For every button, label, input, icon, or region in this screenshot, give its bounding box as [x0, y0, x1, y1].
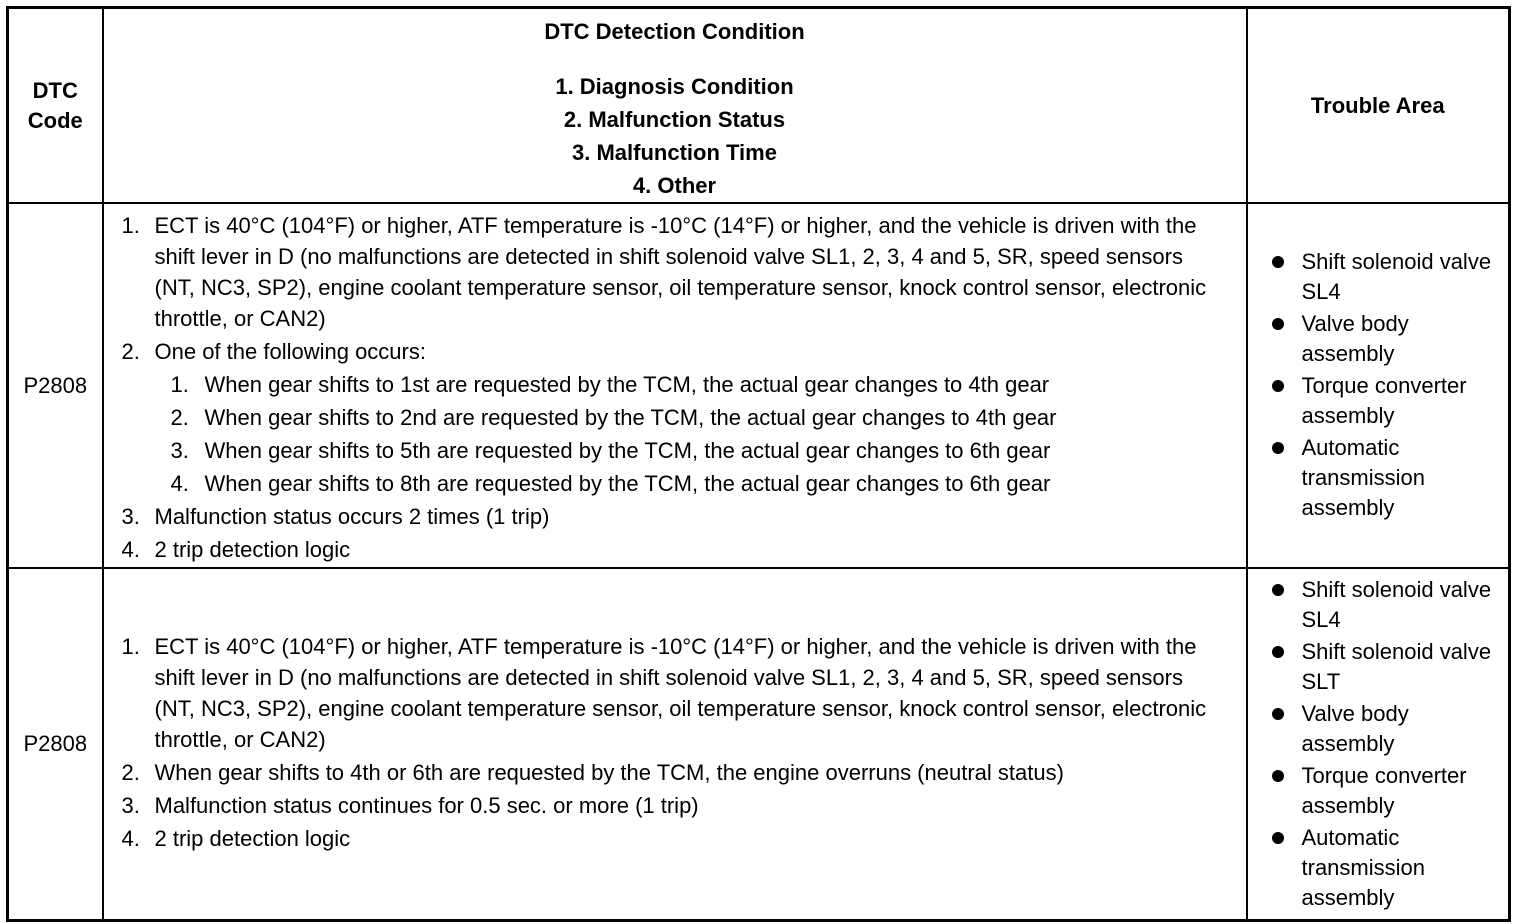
header-dtc-code — [8, 8, 103, 204]
trouble-area-text: Automatic transmission assembly — [1301, 825, 1425, 910]
trouble-area-text: Shift solenoid valve SL4 — [1301, 248, 1492, 304]
condition-step — [122, 757, 1226, 788]
step-number: 1. — [121, 213, 140, 238]
trouble-area-list — [1270, 575, 1501, 913]
trouble-area-text: Shift solenoid valve SLT — [1301, 639, 1492, 694]
trouble-area-text: Valve body assembly — [1301, 310, 1409, 366]
step-text: One of the following occurs: — [154, 339, 426, 364]
trouble-area-item — [1270, 247, 1501, 307]
trouble-area-text: Valve body assembly — [1301, 701, 1409, 756]
condition-steps — [122, 210, 1226, 565]
step-number: 2. — [121, 339, 140, 364]
substep-number: 2. — [170, 405, 189, 430]
trouble-area-cell — [1247, 568, 1510, 920]
bullet-icon — [1272, 832, 1284, 844]
trouble-area-text: Torque converter assembly — [1301, 372, 1467, 428]
bullet-icon — [1272, 646, 1284, 658]
step-number: 1. — [121, 634, 140, 660]
header-dtc-code-line1: DTC — [32, 77, 78, 103]
condition-step — [122, 210, 1226, 334]
header-condition-title: DTC Detection Condition — [544, 19, 805, 44]
condition-substep — [155, 369, 1226, 400]
dtc-table — [6, 6, 1511, 922]
condition-substep — [155, 402, 1226, 433]
bullet-icon — [1272, 584, 1284, 596]
header-condition-item: 2. Malfunction Status — [563, 107, 786, 132]
substep-number: 1. — [170, 372, 189, 397]
condition-step — [122, 790, 1226, 821]
bullet-icon — [1272, 256, 1284, 268]
trouble-area-item — [1270, 371, 1501, 431]
trouble-area-item — [1270, 575, 1501, 635]
step-number: 3. — [121, 793, 140, 819]
dtc-code-cell: P2808 — [8, 203, 103, 568]
bullet-icon — [1272, 380, 1284, 392]
condition-step — [122, 534, 1226, 565]
condition-step — [122, 631, 1226, 755]
step-text: ECT is 40°C (104°F) or higher, ATF temperature is -10°C (14°F) or higher, and the vehicle is driven with the shift lever in D (no malfunctions are detected in shift solenoid valve SL1, 2, 3, 4 and 5, SR, speed sensors (NT, NC3, SP2), engine coolant temperature sensor, oil temperature sensor, knock control sensor, electronic throttle, or CAN2) — [154, 634, 1207, 753]
step-text: 2 trip detection logic — [154, 537, 351, 562]
condition-substep — [155, 468, 1226, 499]
header-detection-condition — [103, 8, 1247, 204]
table-row — [8, 203, 1510, 568]
detection-condition-cell — [103, 568, 1247, 920]
table-row — [8, 568, 1510, 920]
trouble-area-text: Torque converter assembly — [1301, 763, 1467, 818]
header-condition-item: 3. Malfunction Time — [572, 140, 777, 165]
substep-text: When gear shifts to 1st are requested by the TCM, the actual gear changes to 4th gear — [204, 372, 1050, 397]
step-text: ECT is 40°C (104°F) or higher, ATF temperature is -10°C (14°F) or higher, and the vehicle is driven with the shift lever in D (no malfunctions are detected in shift solenoid valve SL1, 2, 3, 4 and 5, SR, speed sensors (NT, NC3, SP2), engine coolant temperature sensor, oil temperature sensor, knock control sensor, electronic throttle, or CAN2) — [154, 213, 1207, 331]
trouble-area-item — [1270, 699, 1501, 759]
substep-text: When gear shifts to 5th are requested by the TCM, the actual gear changes to 6th gear — [204, 438, 1051, 463]
dtc-code-cell: P2808 — [8, 568, 103, 920]
substep-number: 3. — [170, 438, 189, 463]
condition-step — [122, 501, 1226, 532]
condition-substeps — [155, 369, 1226, 499]
step-text: 2 trip detection logic — [154, 826, 351, 852]
detection-condition-cell — [103, 203, 1247, 568]
step-number: 4. — [121, 826, 140, 852]
header-row — [8, 8, 1510, 204]
substep-number: 4. — [170, 471, 189, 496]
bullet-icon — [1272, 318, 1284, 330]
condition-step — [122, 823, 1226, 854]
substep-text: When gear shifts to 8th are requested by the TCM, the actual gear changes to 6th gear — [204, 471, 1051, 496]
condition-steps — [122, 631, 1226, 854]
header-dtc-code-line2: Code — [27, 107, 83, 133]
header-trouble-area: Trouble Area — [1247, 8, 1510, 204]
trouble-area-cell — [1247, 203, 1510, 568]
trouble-area-item — [1270, 761, 1501, 821]
condition-step — [122, 336, 1226, 499]
trouble-area-item — [1270, 637, 1501, 697]
bullet-icon — [1272, 442, 1284, 454]
step-text: Malfunction status continues for 0.5 sec. or more (1 trip) — [154, 793, 699, 819]
trouble-area-text: Automatic transmission assembly — [1301, 434, 1425, 520]
bullet-icon — [1272, 708, 1284, 720]
step-number: 2. — [121, 760, 140, 786]
header-condition-item: 1. Diagnosis Condition — [555, 74, 794, 99]
substep-text: When gear shifts to 2nd are requested by the TCM, the actual gear changes to 4th gear — [204, 405, 1057, 430]
step-number: 4. — [121, 537, 140, 562]
bullet-icon — [1272, 770, 1284, 782]
header-condition-item: 4. Other — [632, 173, 717, 198]
trouble-area-item — [1270, 823, 1501, 913]
step-number: 3. — [121, 504, 140, 529]
condition-substep — [155, 435, 1226, 466]
trouble-area-list — [1270, 247, 1501, 523]
trouble-area-item — [1270, 433, 1501, 523]
trouble-area-item — [1270, 309, 1501, 369]
trouble-area-text: Shift solenoid valve SL4 — [1301, 577, 1492, 632]
step-text: When gear shifts to 4th or 6th are requested by the TCM, the engine overruns (neutral status) — [154, 760, 1064, 786]
step-text: Malfunction status occurs 2 times (1 trip) — [154, 504, 550, 529]
